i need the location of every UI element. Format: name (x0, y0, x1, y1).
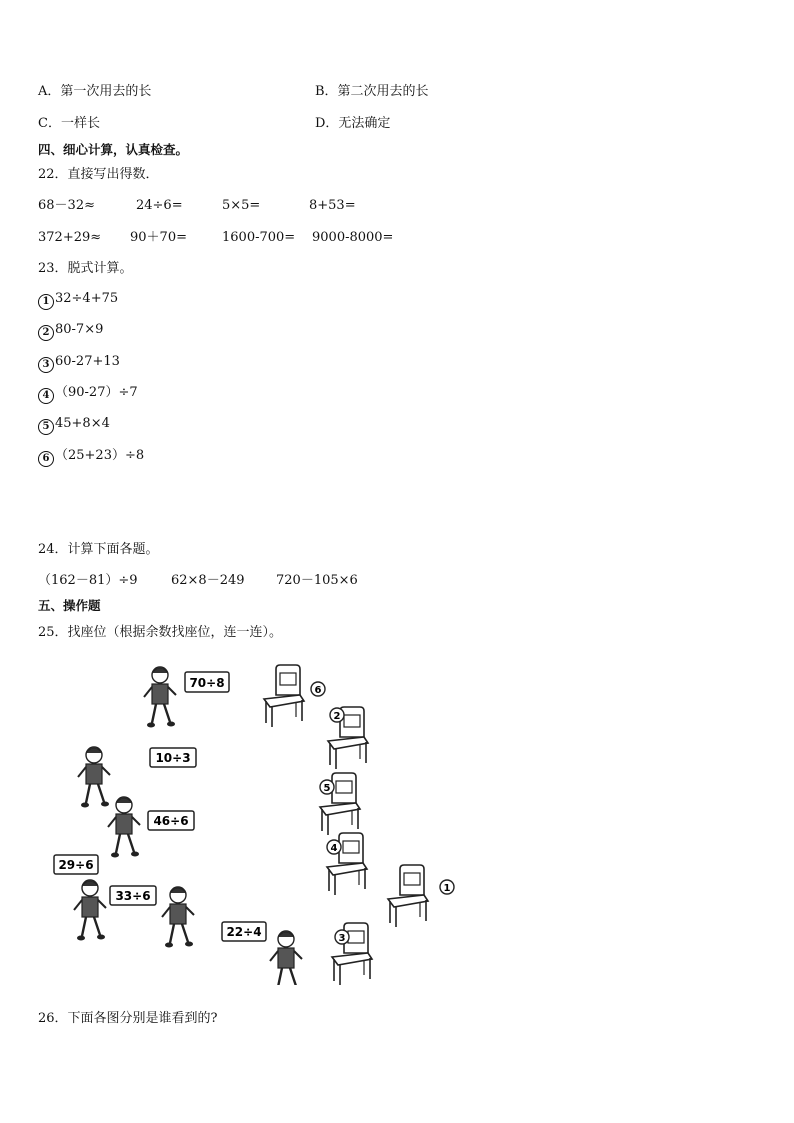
q23-expr: 32÷4+75 (55, 291, 119, 306)
chair-number (440, 880, 454, 894)
circled-number: 2 (38, 325, 54, 341)
q22-r2-c4: 9000-8000= (312, 230, 394, 245)
kid-label: 22÷4 (226, 925, 262, 939)
circled-number: 4 (38, 388, 54, 404)
chair (388, 865, 428, 927)
q23-expr: （90-27）÷7 (55, 385, 138, 400)
kid-figure (108, 797, 140, 858)
q22-r1-c2: 24÷6= (136, 198, 183, 213)
kid-label: 10÷3 (155, 751, 191, 765)
section5-title: 五、操作题 (38, 598, 101, 613)
chair-number-label: 4 (330, 843, 338, 854)
q22-r1-c3: 5×5= (222, 198, 261, 213)
q23-expr: 45+8×4 (55, 416, 110, 431)
q22-r1-c1: 68－32≈ (38, 198, 95, 213)
kid-label-box (110, 886, 156, 905)
kid-label: 46÷6 (153, 814, 189, 828)
circled-number: 5 (38, 419, 54, 435)
q22-r2-c1: 372+29≈ (38, 230, 102, 245)
section4-title: 四、细心计算，认真检查。 (38, 142, 189, 157)
kid-figure (162, 887, 194, 948)
chair-number (335, 930, 349, 944)
kid-figure (270, 931, 302, 985)
q24-expr-2: 62×8－249 (171, 573, 245, 588)
kid-label-box (222, 922, 266, 941)
kid-label-box (185, 672, 229, 692)
q22-r1-c4: 8+53= (309, 198, 356, 213)
circled-number: 6 (38, 451, 54, 467)
q22-title: 22．直接写出得数． (38, 167, 159, 182)
option-b: B．第二次用去的长 (315, 84, 429, 99)
circled-number: 3 (38, 357, 54, 373)
kid-label: 29÷6 (58, 858, 94, 872)
q24-expr-1: （162－81）÷9 (38, 573, 138, 588)
q23-item (38, 354, 120, 373)
q23-item (38, 448, 144, 467)
seat-matching-figure (40, 655, 460, 985)
chair-number-label: 3 (338, 933, 346, 944)
kid-label-box (54, 855, 98, 874)
kid-label: 33÷6 (115, 889, 151, 903)
chair-number-label: 1 (443, 883, 451, 894)
kid-label-box (150, 748, 196, 767)
kid-figure (78, 747, 110, 808)
kid-figure (74, 880, 106, 941)
q24-expr-3: 720－105×6 (276, 573, 358, 588)
option-a: A．第一次用去的长 (38, 84, 152, 99)
chair-number (320, 780, 334, 794)
q26-title: 26．下面各图分别是谁看到的? (38, 1011, 218, 1026)
circled-number: 1 (38, 294, 54, 310)
q23-item (38, 416, 110, 435)
q25-title: 25．找座位（根据余数找座位，连一连）。 (38, 625, 283, 640)
kid-figure (144, 667, 176, 728)
option-d: D．无法确定 (315, 116, 391, 131)
q24-title: 24．计算下面各题。 (38, 542, 159, 557)
option-c: C．一样长 (38, 116, 100, 131)
chair-number (330, 708, 344, 722)
kid-label-box (148, 811, 194, 830)
chair-number (311, 682, 325, 696)
q23-item (38, 322, 103, 341)
q23-expr: 80-7×9 (55, 322, 104, 337)
q23-expr: 60-27+13 (55, 354, 120, 369)
chair (264, 665, 304, 727)
chair-number-label: 6 (314, 685, 322, 696)
kid-label: 70÷8 (189, 676, 225, 690)
chair-number-label: 5 (323, 783, 331, 794)
q23-item (38, 291, 118, 310)
q23-item (38, 385, 138, 404)
q22-r2-c3: 1600-700= (222, 230, 296, 245)
q23-title: 23．脱式计算。 (38, 261, 133, 276)
q22-r2-c2: 90＋70= (130, 230, 187, 245)
chair-number-label: 2 (333, 711, 341, 722)
chair-number (327, 840, 341, 854)
q23-expr: （25+23）÷8 (55, 448, 145, 463)
